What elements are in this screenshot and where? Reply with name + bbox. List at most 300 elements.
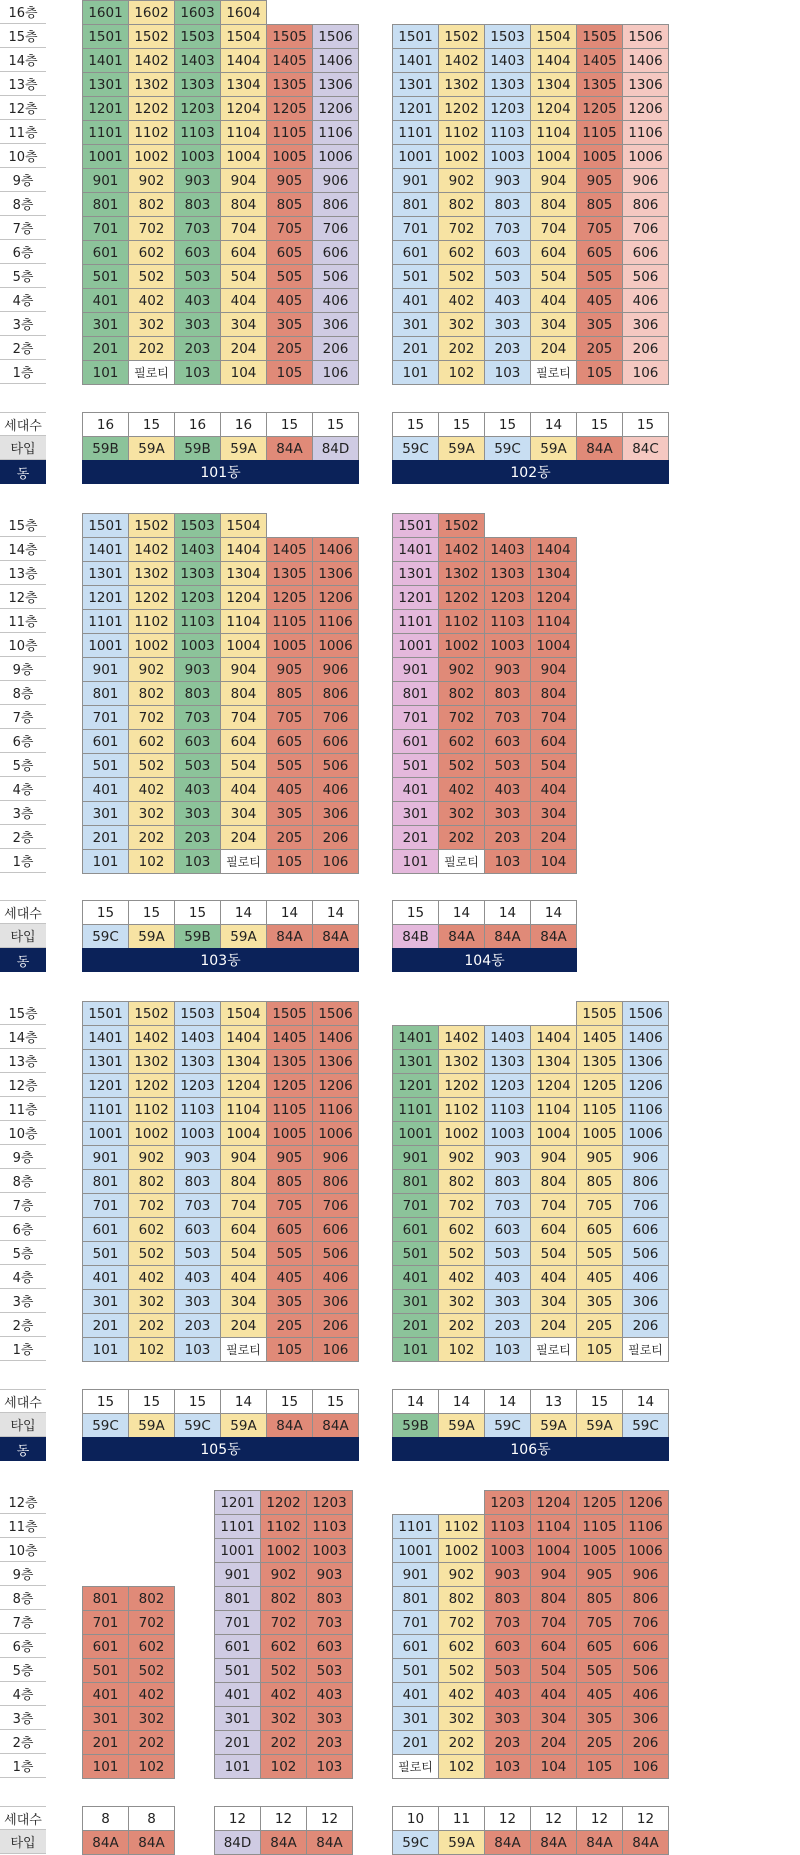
- unit-cell: 903: [174, 1145, 221, 1170]
- unit-cell: 806: [622, 192, 669, 217]
- unit-cell: 406: [312, 288, 359, 313]
- unit-cell: 203: [484, 1313, 531, 1338]
- unit-cell: 1301: [392, 72, 439, 97]
- household-count-cell: 15: [128, 1389, 175, 1414]
- unit-cell: 402: [128, 777, 175, 802]
- unit-cell: 901: [392, 1562, 439, 1587]
- unit-cell: 505: [266, 264, 313, 289]
- unit-cell: 704: [530, 216, 577, 241]
- unit-cell: 1206: [622, 1490, 669, 1515]
- household-count-label: 세대수: [0, 1389, 46, 1413]
- unit-cell: 1202: [438, 1073, 485, 1098]
- unit-cell: 506: [312, 753, 359, 778]
- unit-cell: 303: [484, 801, 531, 826]
- unit-cell: 1306: [312, 1049, 359, 1074]
- unit-cell: 1003: [174, 1121, 221, 1146]
- unit-cell: 1203: [306, 1490, 353, 1515]
- unit-cell: 702: [128, 705, 175, 730]
- unit-cell: 1502: [128, 513, 175, 538]
- household-count-cell: 15: [266, 412, 313, 437]
- household-count-cell: 15: [82, 900, 129, 925]
- unit-cell: 1202: [128, 1073, 175, 1098]
- unit-cell: 801: [82, 681, 129, 706]
- unit-cell: 203: [174, 825, 221, 850]
- floor-label: 1층: [0, 1337, 46, 1361]
- unit-cell: 503: [174, 264, 221, 289]
- unit-cell: 1404: [530, 48, 577, 73]
- unit-cell: 601: [82, 729, 129, 754]
- unit-cell: 1105: [266, 120, 313, 145]
- unit-cell: 202: [128, 1313, 175, 1338]
- unit-cell: 1204: [530, 1490, 577, 1515]
- unit-cell: 506: [622, 1658, 669, 1683]
- unit-cell: 904: [220, 168, 267, 193]
- unit-cell: 1403: [174, 1025, 221, 1050]
- unit-cell: 301: [392, 1706, 439, 1731]
- unit-cell: 601: [392, 729, 439, 754]
- unit-cell: 1404: [530, 537, 577, 562]
- unit-cell: 406: [312, 777, 359, 802]
- unit-cell: 701: [392, 705, 439, 730]
- household-count-cell: 15: [82, 1389, 129, 1414]
- unit-cell: 301: [82, 1289, 129, 1314]
- unit-cell: 103: [174, 360, 221, 385]
- unit-cell: 204: [530, 1313, 577, 1338]
- unit-cell: 1201: [214, 1490, 261, 1515]
- unit-cell: 305: [576, 1289, 623, 1314]
- unit-cell: 604: [530, 1217, 577, 1242]
- floor-label: 11층: [0, 609, 46, 633]
- unit-cell: 1002: [128, 1121, 175, 1146]
- unit-cell: 202: [438, 825, 485, 850]
- unit-cell: 303: [484, 312, 531, 337]
- floor-label: 6층: [0, 1217, 46, 1241]
- unit-cell: 1001: [214, 1538, 261, 1563]
- floor-label: 8층: [0, 192, 46, 216]
- unit-cell: 1101: [392, 1514, 439, 1539]
- unit-cell: 506: [622, 1241, 669, 1266]
- unit-cell: 1505: [266, 24, 313, 49]
- unit-type-cell: 84A: [484, 1830, 531, 1855]
- unit-cell: 904: [220, 1145, 267, 1170]
- household-count-cell: 12: [306, 1806, 353, 1831]
- unit-cell: 405: [266, 1265, 313, 1290]
- unit-cell: 1406: [622, 1025, 669, 1050]
- unit-cell: 801: [82, 1169, 129, 1194]
- unit-cell: 903: [174, 168, 221, 193]
- unit-cell: 1305: [266, 72, 313, 97]
- unit-cell: 302: [438, 1289, 485, 1314]
- unit-cell: 705: [266, 1193, 313, 1218]
- floor-label: 15층: [0, 1001, 46, 1025]
- unit-cell: 1404: [220, 1025, 267, 1050]
- unit-cell: 803: [484, 192, 531, 217]
- unit-cell: 1003: [174, 144, 221, 169]
- unit-cell: 803: [306, 1586, 353, 1611]
- unit-cell: 1204: [220, 96, 267, 121]
- unit-cell: 503: [306, 1658, 353, 1683]
- unit-type-cell: 59A: [530, 436, 577, 461]
- household-count-cell: 16: [220, 412, 267, 437]
- unit-cell: 1503: [174, 24, 221, 49]
- unit-cell: 205: [576, 336, 623, 361]
- unit-cell: 1302: [438, 561, 485, 586]
- unit-cell: 603: [484, 240, 531, 265]
- unit-cell: 701: [392, 1193, 439, 1218]
- unit-cell: 101: [82, 1754, 129, 1779]
- unit-type-cell: 84A: [266, 924, 313, 949]
- floor-label: 10층: [0, 633, 46, 657]
- unit-cell: 1404: [220, 48, 267, 73]
- unit-cell: 503: [174, 1241, 221, 1266]
- unit-cell: 606: [622, 1634, 669, 1659]
- unit-cell: 1205: [266, 96, 313, 121]
- unit-cell: 603: [174, 1217, 221, 1242]
- floor-label: 5층: [0, 1658, 46, 1682]
- unit-cell: 606: [312, 240, 359, 265]
- unit-cell: 804: [220, 1169, 267, 1194]
- floor-label: 11층: [0, 1514, 46, 1538]
- unit-cell: 1406: [622, 48, 669, 73]
- unit-cell: 1405: [576, 1025, 623, 1050]
- floor-label: 1층: [0, 360, 46, 384]
- unit-cell: 804: [530, 192, 577, 217]
- unit-cell: 505: [576, 264, 623, 289]
- unit-type-cell: 59C: [622, 1413, 669, 1438]
- unit-cell: 1501: [82, 1001, 129, 1026]
- unit-type-cell: 59A: [128, 1413, 175, 1438]
- unit-cell: 805: [576, 1586, 623, 1611]
- unit-cell: 1004: [530, 1121, 577, 1146]
- household-count-cell: 12: [530, 1806, 577, 1831]
- unit-cell: 1206: [622, 1073, 669, 1098]
- unit-cell: 704: [220, 216, 267, 241]
- unit-cell: 605: [576, 1634, 623, 1659]
- floor-label: 2층: [0, 825, 46, 849]
- unit-cell: 503: [484, 1241, 531, 1266]
- unit-cell: 601: [392, 1217, 439, 1242]
- unit-cell: 1003: [174, 633, 221, 658]
- household-count-cell: 15: [392, 900, 439, 925]
- unit-cell: 1604: [220, 0, 267, 25]
- unit-cell: 306: [312, 1289, 359, 1314]
- unit-cell: 205: [576, 1313, 623, 1338]
- household-count-cell: 12: [260, 1806, 307, 1831]
- unit-cell: 1301: [82, 72, 129, 97]
- household-count-cell: 12: [576, 1806, 623, 1831]
- unit-type-cell: 84A: [260, 1830, 307, 1855]
- building-label: 동: [0, 948, 46, 972]
- unit-cell: 206: [312, 1313, 359, 1338]
- unit-cell: 1402: [128, 1025, 175, 1050]
- unit-cell: 1102: [128, 120, 175, 145]
- unit-cell: 602: [128, 729, 175, 754]
- unit-cell: 1501: [392, 513, 439, 538]
- unit-cell: 705: [576, 216, 623, 241]
- unit-cell: 802: [438, 1169, 485, 1194]
- floor-label: 9층: [0, 168, 46, 192]
- unit-cell: 1301: [82, 561, 129, 586]
- unit-cell: 102: [260, 1754, 307, 1779]
- unit-cell: 505: [266, 753, 313, 778]
- unit-cell: 204: [220, 336, 267, 361]
- household-count-cell: 15: [128, 900, 175, 925]
- unit-cell: 1202: [128, 96, 175, 121]
- unit-cell: 704: [220, 1193, 267, 1218]
- unit-type-cell: 59C: [82, 924, 129, 949]
- unit-cell: 206: [312, 336, 359, 361]
- unit-cell: 805: [266, 681, 313, 706]
- unit-type-cell: 84C: [622, 436, 669, 461]
- unit-cell: 302: [260, 1706, 307, 1731]
- unit-cell: 804: [530, 1169, 577, 1194]
- unit-cell: 1104: [530, 609, 577, 634]
- unit-cell: 1204: [530, 585, 577, 610]
- unit-type-cell: 59C: [392, 436, 439, 461]
- unit-cell: 1506: [312, 1001, 359, 1026]
- unit-cell: 1005: [266, 633, 313, 658]
- unit-cell: 1303: [174, 72, 221, 97]
- unit-cell: 706: [312, 216, 359, 241]
- unit-cell: 1403: [484, 48, 531, 73]
- unit-cell: 106: [312, 360, 359, 385]
- unit-cell: 806: [312, 681, 359, 706]
- unit-cell: 406: [622, 1265, 669, 1290]
- floor-label: 13층: [0, 1049, 46, 1073]
- unit-cell: 1504: [530, 24, 577, 49]
- floor-label: 11층: [0, 120, 46, 144]
- unit-cell: 1504: [220, 24, 267, 49]
- unit-cell: 1205: [266, 585, 313, 610]
- unit-cell: 401: [392, 1265, 439, 1290]
- unit-cell: 1102: [438, 1097, 485, 1122]
- unit-cell: 504: [220, 753, 267, 778]
- unit-cell: 1104: [220, 120, 267, 145]
- unit-cell: 103: [484, 360, 531, 385]
- unit-cell: 1203: [484, 1073, 531, 1098]
- unit-cell: 1505: [576, 24, 623, 49]
- piloti-cell: 필로티: [220, 1337, 267, 1362]
- unit-cell: 805: [266, 192, 313, 217]
- unit-cell: 1502: [438, 24, 485, 49]
- unit-cell: 302: [128, 1289, 175, 1314]
- unit-cell: 1204: [530, 1073, 577, 1098]
- unit-cell: 601: [392, 1634, 439, 1659]
- building-label: 동: [0, 460, 46, 484]
- unit-cell: 1306: [312, 561, 359, 586]
- unit-cell: 605: [266, 240, 313, 265]
- unit-cell: 404: [220, 777, 267, 802]
- unit-cell: 1101: [214, 1514, 261, 1539]
- unit-cell: 1406: [312, 1025, 359, 1050]
- piloti-cell: 필로티: [438, 849, 485, 874]
- unit-cell: 1304: [530, 561, 577, 586]
- unit-cell: 906: [312, 1145, 359, 1170]
- floor-label: 15층: [0, 24, 46, 48]
- unit-cell: 1103: [306, 1514, 353, 1539]
- unit-cell: 1303: [174, 561, 221, 586]
- unit-cell: 501: [82, 753, 129, 778]
- unit-cell: 406: [622, 1682, 669, 1707]
- unit-cell: 1006: [622, 1538, 669, 1563]
- unit-cell: 802: [128, 681, 175, 706]
- unit-cell: 906: [622, 1562, 669, 1587]
- unit-cell: 505: [576, 1658, 623, 1683]
- unit-cell: 901: [214, 1562, 261, 1587]
- unit-cell: 501: [392, 264, 439, 289]
- unit-cell: 906: [622, 1145, 669, 1170]
- unit-cell: 1105: [576, 120, 623, 145]
- unit-type-cell: 84D: [312, 436, 359, 461]
- piloti-cell: 필로티: [530, 360, 577, 385]
- unit-cell: 702: [438, 1193, 485, 1218]
- unit-cell: 1102: [438, 120, 485, 145]
- unit-cell: 105: [576, 1754, 623, 1779]
- unit-cell: 1304: [220, 1049, 267, 1074]
- unit-cell: 1305: [576, 72, 623, 97]
- unit-cell: 1106: [312, 1097, 359, 1122]
- unit-cell: 904: [530, 1145, 577, 1170]
- unit-type-cell: 59A: [220, 436, 267, 461]
- floor-label: 2층: [0, 1313, 46, 1337]
- unit-cell: 403: [484, 777, 531, 802]
- unit-cell: 801: [82, 1586, 129, 1611]
- unit-cell: 406: [312, 1265, 359, 1290]
- unit-cell: 1006: [622, 144, 669, 169]
- unit-cell: 1403: [484, 537, 531, 562]
- floor-label: 4층: [0, 1682, 46, 1706]
- unit-cell: 202: [128, 1730, 175, 1755]
- unit-cell: 401: [392, 288, 439, 313]
- unit-cell: 303: [174, 801, 221, 826]
- unit-cell: 902: [260, 1562, 307, 1587]
- unit-cell: 1103: [174, 120, 221, 145]
- unit-cell: 1001: [82, 633, 129, 658]
- unit-cell: 1001: [392, 144, 439, 169]
- unit-cell: 806: [312, 1169, 359, 1194]
- unit-cell: 1502: [438, 513, 485, 538]
- unit-cell: 1203: [174, 1073, 221, 1098]
- unit-cell: 105: [576, 1337, 623, 1362]
- unit-cell: 1305: [576, 1049, 623, 1074]
- unit-cell: 1506: [622, 1001, 669, 1026]
- unit-type-cell: 59A: [576, 1413, 623, 1438]
- unit-cell: 301: [392, 312, 439, 337]
- unit-cell: 701: [82, 1610, 129, 1635]
- unit-cell: 906: [622, 168, 669, 193]
- unit-cell: 404: [220, 1265, 267, 1290]
- unit-cell: 1301: [392, 561, 439, 586]
- unit-cell: 1404: [530, 1025, 577, 1050]
- household-count-cell: 14: [392, 1389, 439, 1414]
- unit-cell: 705: [266, 705, 313, 730]
- unit-cell: 901: [392, 168, 439, 193]
- unit-type-cell: 59A: [128, 924, 175, 949]
- unit-cell: 1003: [484, 1538, 531, 1563]
- unit-cell: 1503: [174, 513, 221, 538]
- unit-cell: 605: [576, 1217, 623, 1242]
- unit-cell: 1101: [82, 609, 129, 634]
- unit-cell: 703: [484, 1193, 531, 1218]
- unit-cell: 1105: [576, 1514, 623, 1539]
- unit-cell: 105: [266, 849, 313, 874]
- unit-cell: 304: [220, 1289, 267, 1314]
- unit-cell: 302: [128, 1706, 175, 1731]
- unit-cell: 1306: [312, 72, 359, 97]
- unit-cell: 701: [392, 216, 439, 241]
- unit-cell: 903: [484, 1145, 531, 1170]
- unit-cell: 103: [484, 1754, 531, 1779]
- floor-label: 12층: [0, 1490, 46, 1514]
- unit-cell: 903: [484, 1562, 531, 1587]
- unit-cell: 1005: [576, 1538, 623, 1563]
- unit-cell: 1002: [438, 1121, 485, 1146]
- unit-cell: 601: [82, 1217, 129, 1242]
- unit-cell: 1102: [438, 1514, 485, 1539]
- unit-cell: 204: [530, 336, 577, 361]
- unit-cell: 1004: [220, 633, 267, 658]
- unit-cell: 1101: [82, 1097, 129, 1122]
- unit-cell: 503: [174, 753, 221, 778]
- household-count-cell: 15: [622, 412, 669, 437]
- unit-cell: 506: [312, 1241, 359, 1266]
- unit-cell: 602: [438, 1217, 485, 1242]
- unit-cell: 1102: [128, 1097, 175, 1122]
- unit-cell: 701: [82, 216, 129, 241]
- unit-cell: 703: [174, 1193, 221, 1218]
- unit-cell: 803: [174, 681, 221, 706]
- unit-cell: 601: [392, 240, 439, 265]
- unit-cell: 1104: [530, 120, 577, 145]
- unit-cell: 802: [128, 1169, 175, 1194]
- unit-cell: 303: [484, 1706, 531, 1731]
- unit-cell: 606: [312, 1217, 359, 1242]
- floor-label: 7층: [0, 1193, 46, 1217]
- unit-cell: 1002: [438, 633, 485, 658]
- floor-label: 11층: [0, 1097, 46, 1121]
- unit-type-cell: 84A: [266, 436, 313, 461]
- unit-cell: 202: [438, 1730, 485, 1755]
- unit-cell: 1006: [312, 633, 359, 658]
- unit-cell: 801: [392, 681, 439, 706]
- unit-cell: 1304: [220, 561, 267, 586]
- piloti-cell: 필로티: [220, 849, 267, 874]
- unit-cell: 603: [306, 1634, 353, 1659]
- unit-cell: 601: [82, 1634, 129, 1659]
- unit-cell: 906: [312, 168, 359, 193]
- unit-cell: 1101: [392, 609, 439, 634]
- floor-label: 7층: [0, 216, 46, 240]
- floor-label: 5층: [0, 1241, 46, 1265]
- floor-label: 9층: [0, 1562, 46, 1586]
- unit-cell: 104: [530, 1754, 577, 1779]
- unit-cell: 1106: [312, 120, 359, 145]
- unit-cell: 202: [260, 1730, 307, 1755]
- unit-cell: 803: [484, 1169, 531, 1194]
- unit-cell: 304: [220, 312, 267, 337]
- unit-cell: 904: [530, 168, 577, 193]
- unit-cell: 403: [484, 288, 531, 313]
- unit-type-label: 타입: [0, 924, 46, 948]
- unit-cell: 101: [392, 849, 439, 874]
- unit-cell: 401: [82, 1265, 129, 1290]
- unit-cell: 704: [220, 705, 267, 730]
- unit-cell: 1303: [484, 72, 531, 97]
- floor-label: 13층: [0, 561, 46, 585]
- unit-cell: 1304: [530, 1049, 577, 1074]
- household-count-cell: 15: [438, 412, 485, 437]
- household-count-cell: 10: [392, 1806, 439, 1831]
